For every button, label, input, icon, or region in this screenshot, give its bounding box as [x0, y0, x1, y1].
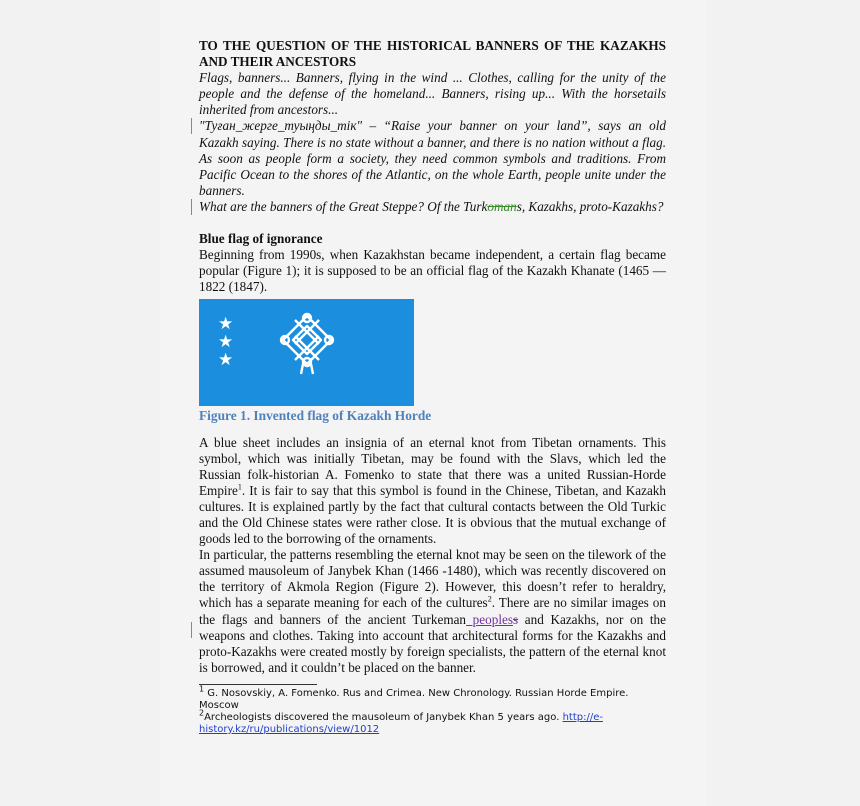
footnote-number: 1	[199, 684, 205, 694]
section-paragraph-2	[199, 435, 666, 548]
footnote-ref-2[interactable]: 2	[487, 595, 492, 605]
footnote-text: Archeologists discovered the mausoleum of Janybek Khan 5 years ago.	[204, 711, 563, 723]
eternal-knot-icon	[279, 312, 335, 378]
change-bar	[191, 199, 192, 215]
tracked-insertion: peoples	[466, 611, 513, 627]
star-icon: ★	[218, 332, 234, 353]
paragraph-text: A blue sheet includes an insignia of an eternal knot from Tibetan ornaments. This symbol, which was initially Tibetan, may be found with the Slavs, which led the Russian folk-historian A. Fomenko to state that there was a united Russian-Horde Empire	[199, 434, 666, 498]
section-paragraph-3	[199, 547, 666, 676]
change-bar	[191, 622, 192, 638]
paragraph-text: and Kazakhs, nor on the weapons and clothes. Taking into account that architectural forms for the Kazakhs and proto-Kazakhs were created mostly by foreign specialists, the pattern of the eternal knot is borrowed, and it couldn’t be placed on the banner.	[199, 611, 666, 675]
spacer	[199, 425, 666, 435]
paragraph-text: . There are no similar images on the flags and banners of the ancient Turkeman	[199, 595, 666, 627]
paragraph-text: In particular, the patterns resembling the eternal knot may be seen on the tilework of the assumed mausoleum of Janybek Khan (1466 -1480), which was recently discovered on the territory of Akmola Region (Figure 2). However, this doesn’t refer to heraldry, which has a separate meaning for each of the cultures	[199, 547, 666, 611]
paragraph-text: . It is fair to say that this symbol is found in the Chinese, Tibetan, and Kazakh cultures. It is explained partly by the fact that cultural contacts between the Old Turkic and the Old Chinese states were rather close. It is obvious that the mutual exchange of goods led to the borrowing of the ornaments.	[199, 482, 666, 547]
footnote-text: G. Nosovskiy, A. Fomenko. Rus and Crimea. New Chronology. Russian Horde Empire. Moscow	[199, 687, 629, 711]
star-icon: ★	[218, 314, 234, 335]
tracked-deletion: oman	[487, 198, 517, 214]
section-paragraph-1: Beginning from 1990s, when Kazakhstan became independent, a certain flag became popular (Figure 1); it is supposed to be an official flag of the Kazakh Khanate (1465 — 1822 (1847).	[199, 247, 666, 295]
intro-text-b: s, Kazakhs, proto-Kazakhs?	[516, 198, 664, 214]
change-bar	[191, 118, 192, 134]
intro-text-a: What are the banners of the Great Steppe? Of the Turk	[199, 198, 488, 214]
figure-caption: Figure 1. Invented flag of Kazakh Horde	[199, 408, 432, 424]
footnote-ref-1[interactable]: 1	[237, 482, 242, 492]
spacer	[199, 215, 666, 231]
document-title: TO THE QUESTION OF THE HISTORICAL BANNERS OF THE KAZAKHS AND THEIR ANCESTORS	[199, 38, 666, 70]
section-heading: Blue flag of ignorance	[199, 231, 323, 247]
footnote-separator	[199, 684, 317, 685]
star-icon: ★	[218, 350, 234, 371]
intro-paragraph-3	[199, 199, 666, 215]
footnote-2	[199, 708, 666, 736]
intro-paragraph-1: Flags, banners... Banners, flying in the wind ... Clothes, calling for the unity of the people and the defense of the homeland... Banners, rising up... With the horsetails inherited from ancestors...	[199, 70, 666, 118]
footnote-link[interactable]: http://e-history.kz/ru/publications/view/1012	[199, 711, 603, 735]
footnote-1	[199, 684, 666, 712]
tracked-deletion: s	[512, 611, 519, 627]
document-content	[199, 38, 666, 736]
footnote-number: 2	[199, 708, 205, 718]
intro-paragraph-2: "Туған_жерге_туыңды_тік" – “Raise your banner on your land”, says an old Kazakh saying. There is no state without a banner, and there is no nation without a flag. As soon as people form a society, they need common symbols and traditions. From Pacific Ocean to the shores of the Atlantic, on the whole Earth, people unite under the banners.	[199, 118, 666, 198]
kazakh-horde-flag-image	[199, 299, 414, 406]
